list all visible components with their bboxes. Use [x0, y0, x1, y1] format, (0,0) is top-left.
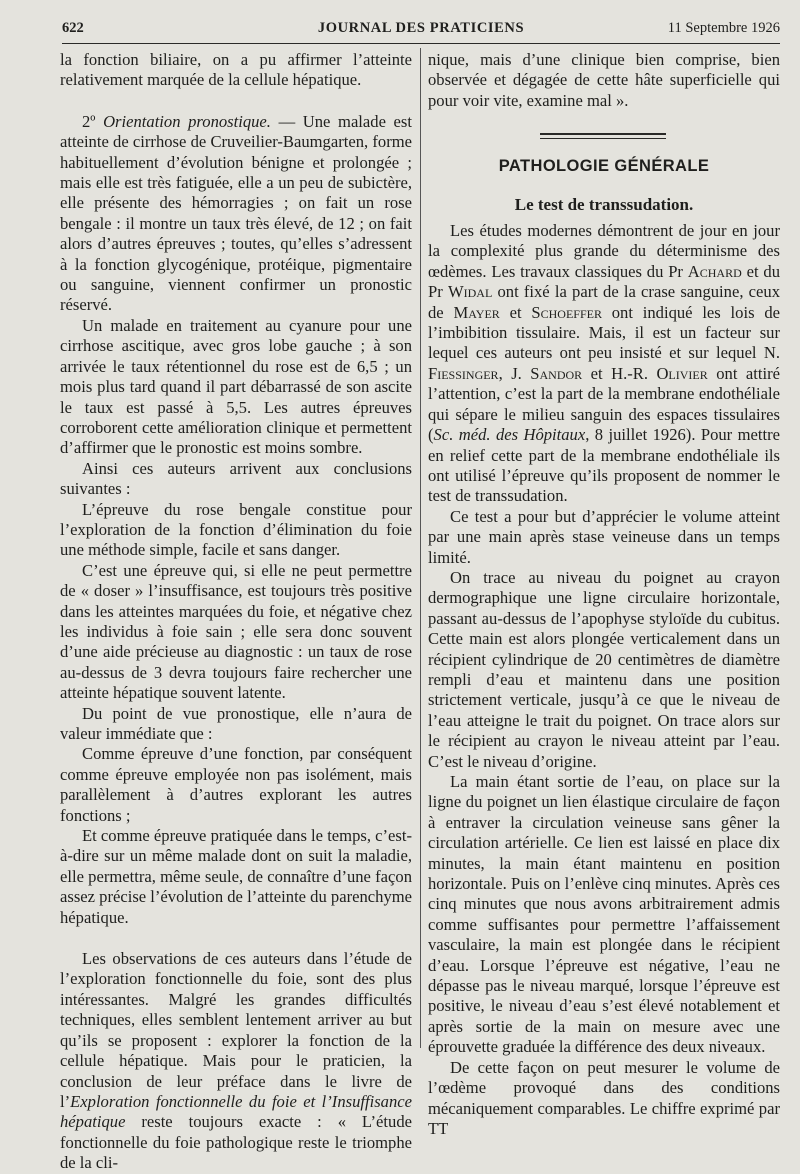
text: , 8 juillet 1926). Pour mettre en relief cette part de la membrane endothéliale ils ont utilisé l’épreuve qu’ils proposent de nommer le test de transsudation. [428, 425, 780, 506]
author-name: Achard [687, 261, 742, 281]
article-title: Le test de transsudation. [514, 194, 694, 214]
running-header [62, 19, 780, 44]
paragraph: Et comme épreuve pratiquée dans le temps, c’est-à-dire sur un même malade dont on suit la maladie, elle permettra, même seule, de connaître d’une façon assez précise l’évolution de l’atteinte du parenchyme hépatique. [60, 826, 413, 927]
paragraph [60, 949, 412, 1173]
column-divider [420, 48, 421, 1048]
paragraph: On trace au niveau du poignet au crayon dermographique une ligne circulaire horizontale, passant au-dessus de l’apophyse styloïde du cubitus. Cette main est alors plongée verticalement dans un récipient cylindrique de 20 centimètres de diamètre rempli d’eau et maintenu dans une position strictement verticale, jusqu’à ce que le niveau de l’eau atteigne le trait du poignet. On trace alors sur le récipient au crayon le niveau atteint par l’eau. C’est le niveau d’origine. [428, 567, 780, 771]
paragraph: La main étant sortie de l’eau, on place sur la ligne du poignet un lien élastique circulaire de façon à entraver la circulation veineuse sans gêner la circulation artérielle. Ce lien est laissé en place dix minutes, la main étant maintenu en position horizontale. Puis on l’enlève cinq minutes. Après ces cinq minutes que nous avons arbitrairement admis comme suffisantes pour permettre l’affaissement vasculaire, la main est plongée dans le récipient d’eau. Lorsque l’épreuve est négative, l’eau ne dépasse pas le niveau marqué, lorsque l’épreuve est positive, le niveau d’eau s’est élevé notablement et après sortie de la main on mesure avec une éprouvette graduée la différence des deux niveaux. [428, 772, 780, 1057]
book-title: Exploration fonctionnelle du foie et l’Insuffisance hépatique [60, 1091, 412, 1132]
paragraph [428, 221, 780, 507]
author-name: Fiessinger [428, 363, 499, 383]
paragraph: Comme épreuve d’une fonction, par conséquent comme épreuve employée non pas isolément, mais parallèlement à d’autres explorant les autres fonctions ; [60, 744, 412, 825]
text: et du Pr [428, 261, 780, 302]
text: , J. [498, 363, 531, 383]
author-name: Sandor [530, 363, 583, 383]
text: Les études modernes démontrent de jour en jour la complexité plus grande du déterminisme des œdèmes. Les travaux classiques du Pr [428, 221, 780, 281]
subheading: Orientation pronostique. [103, 111, 271, 131]
paragraph: Un malade en traitement au cyanure pour une cirrhose ascitique, avec gros lobe gauche ; à son arrivée le taux rétentionnel du rose est de 6,5 ; un mois plus tard quand il part débarrassé de son ascite le taux est passé à 5,5. Les autres épreuves corroborent cette amélioration clinique et permettent d’affirmer que le pronostic est moins sombre. [60, 315, 412, 458]
paragraph: la fonction biliaire, on a pu affirmer l’atteinte relativement marquée de la cellule hépatique. [60, 50, 412, 90]
paragraph: C’est une épreuve qui, si elle ne peut permettre de « doser » l’insuffisance, est toujours très positive dans les atteintes marquées du foie, et négative chez les individus à foie sain ; elle sera donc souvent d’une aide précieuse au diagnostic : un taux de rose au-dessus de 3 devra toujours faire rechercher une atteinte hépatique souvent latente. [60, 560, 412, 703]
paragraph: Ainsi ces auteurs arrivent aux conclusions suivantes : [60, 458, 412, 499]
text: ont attiré l’attention, c’est la part de la membrane endothéliale qui sépare le milieu sanguin des espaces tissulaires ( [428, 363, 780, 445]
right-column [428, 50, 780, 1139]
text: et [499, 302, 532, 322]
spacer [60, 928, 412, 949]
text: Les observations de ces auteurs dans l’étude de l’exploration fonctionnelle du foie, sont des plus intéressantes. Malgré les grandes difficultés techniques, elles semblent lentement arriver au but qu’ils se proposent : explorer la fonction de la cellule hépatique. Mais pour le praticien, la conclusion de leur préface dans le livre de l’ [60, 949, 412, 1111]
author-name: Schoeffer [531, 302, 602, 322]
left-column [60, 50, 412, 1174]
author-name: Olivier [656, 363, 708, 383]
section-title: PATHOLOGIE GÉNÉRALE [498, 157, 710, 176]
text: et H.-R. [582, 363, 657, 383]
text: reste toujours exacte : « L’étude fonctionnelle du foie pathologique reste le triomphe de la cli- [60, 1112, 412, 1173]
paragraph: Du point de vue pronostique, elle n’aura de valeur immédiate que : [60, 703, 412, 743]
item-number: 2º [82, 111, 96, 131]
text: — Une malade est atteinte de cirrhose de Cruveilier-Baumgarten, forme habituellement d’évolution bénigne et prolongée ; mais elle est très fatiguée, elle a un peu de subictère, elle présente des hémorragies ; on fait un rose bengale : il montre un taux très élevé, de 12 ; on fait alors d’autres épreuves ; toutes, qu’elles s’adressent à la fonction glycogénique, protéique, pigmentaire ou sanguine, viennent confirmer un pronostic réservé. [60, 111, 412, 315]
page-number: 622 [62, 20, 84, 36]
author-name: Mayer [453, 302, 500, 322]
paragraph-orientation-pronostique [60, 112, 412, 316]
text: ont fixé la part de la crase sanguine, ceux de [428, 282, 780, 322]
paragraph: L’épreuve du rose bengale constitue pour l’exploration de la fonction d’élimination du foie une méthode simple, facile et sans danger. [60, 499, 412, 560]
author-name: Widal [447, 282, 493, 302]
journal-reference: Sc. méd. des Hôpitaux [433, 425, 586, 445]
paragraph: nique, mais d’une clinique bien comprise, bien observée et dégagée de cette hâte superficielle qui pour voir vite, examine mal ». [428, 50, 780, 110]
paragraph: Ce test a pour but d’apprécier le volume atteint par une main après stase veineuse dans un temps limité. [428, 506, 780, 567]
journal-title: JOURNAL DES PRATICIENS [317, 20, 525, 36]
paragraph: De cette façon on peut mesurer le volume de l’œdème provoqué dans des conditions mécaniquement comparables. Le chiffre exprimé par TT [428, 1057, 780, 1138]
spacer [60, 91, 412, 112]
text: ont indiqué les lois de l’imbibition tissulaire. Mais, il est un facteur sur lequel ces auteurs ont peu insisté et sur lequel N. [428, 302, 780, 363]
section-rule [540, 133, 666, 139]
issue-date: 11 Septembre 1926 [667, 20, 780, 36]
